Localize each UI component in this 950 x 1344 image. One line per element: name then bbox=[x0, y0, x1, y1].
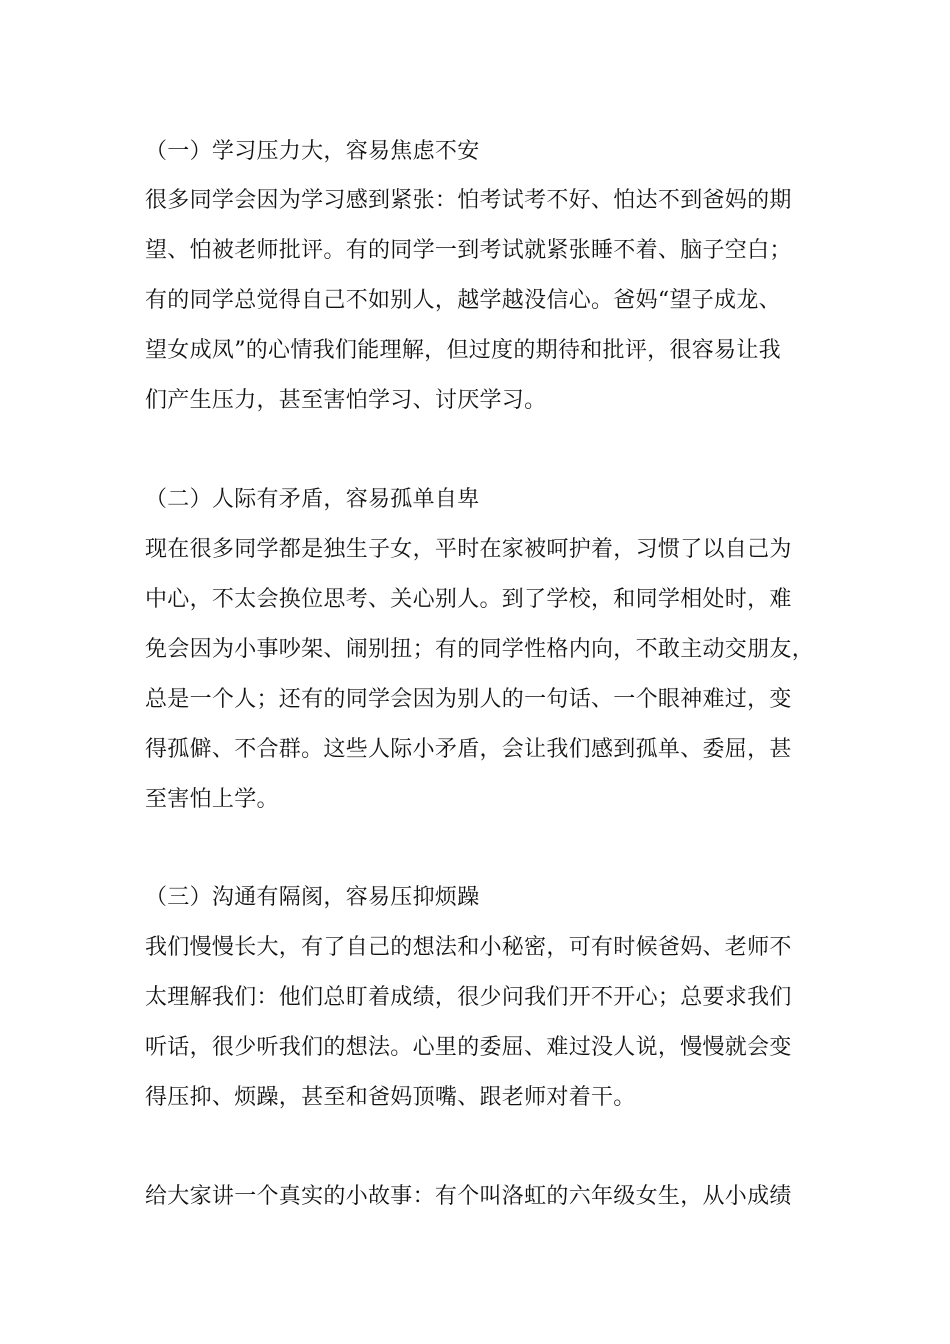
section-1-heading: （一）学习压力大，容易焦虑不安 bbox=[145, 139, 480, 164]
section-2-line-2: 中心，不太会换位思考、关心别人。到了学校，和同学相处时，难 bbox=[145, 587, 792, 612]
section-1-line-4: 望女成凤”的心情我们能理解，但过度的期待和批评，很容易让我 bbox=[145, 338, 781, 363]
section-3-heading: （三）沟通有隔阂，容易压抑烦躁 bbox=[145, 885, 480, 910]
section-3-line-3: 听话，很少听我们的想法。心里的委屈、难过没人说，慢慢就会变 bbox=[145, 1035, 792, 1060]
section-3-line-1: 我们慢慢长大，有了自己的想法和小秘密，可有时候爸妈、老师不 bbox=[145, 935, 792, 960]
section-2-line-5: 得孤僻、不合群。这些人际小矛盾，会让我们感到孤单、委屈，甚 bbox=[145, 737, 792, 762]
section-1-line-2: 望、怕被老师批评。有的同学一到考试就紧张睡不着、脑子空白； bbox=[145, 238, 792, 263]
section-3-line-2: 太理解我们：他们总盯着成绩，很少问我们开不开心；总要求我们 bbox=[145, 985, 792, 1010]
section-2-heading: （二）人际有矛盾，容易孤单自卑 bbox=[145, 487, 480, 512]
section-2-line-1: 现在很多同学都是独生子女，平时在家被呵护着，习惯了以自己为 bbox=[145, 537, 792, 562]
section-1-line-1: 很多同学会因为学习感到紧张：怕考试考不好、怕达不到爸妈的期 bbox=[145, 188, 792, 213]
section-1-line-5: 们产生压力，甚至害怕学习、讨厌学习。 bbox=[145, 388, 547, 413]
section-2-line-3: 免会因为小事吵架、闹别扭；有的同学性格内向，不敢主动交朋友， bbox=[145, 637, 815, 662]
section-2-line-6: 至害怕上学。 bbox=[145, 787, 279, 812]
section-1-line-3: 有的同学总觉得自己不如别人，越学越没信心。爸妈“望子成龙、 bbox=[145, 288, 781, 313]
closing-line-1: 给大家讲一个真实的小故事：有个叫洛虹的六年级女生，从小成绩 bbox=[145, 1184, 792, 1209]
section-2-line-4: 总是一个人；还有的同学会因为别人的一句话、一个眼神难过，变 bbox=[145, 687, 792, 712]
section-3-line-4: 得压抑、烦躁，甚至和爸妈顶嘴、跟老师对着干。 bbox=[145, 1085, 636, 1110]
